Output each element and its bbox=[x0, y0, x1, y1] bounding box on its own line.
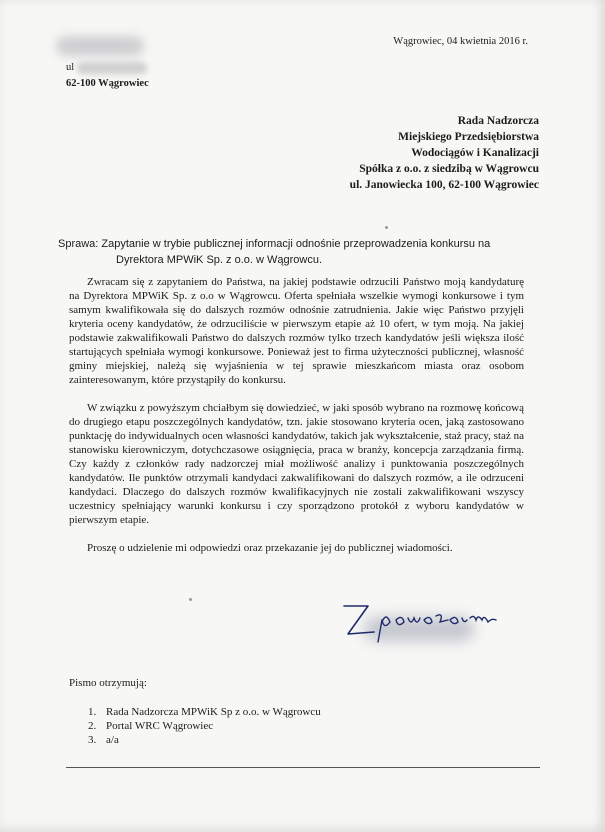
subject bbox=[58, 236, 528, 268]
sender-street: ul bbox=[66, 60, 149, 76]
redacted-street bbox=[77, 62, 147, 74]
body-paragraph: Proszę o udzielenie mi odpowiedzi oraz przekazanie jej do publicznej wiadomości. bbox=[87, 542, 453, 554]
sender-address bbox=[66, 60, 149, 92]
cc-item: 1. Rada Nadzorcza MPWiK Sp z o.o. w Wągrowcu bbox=[88, 706, 321, 718]
redacted-sender-name bbox=[56, 36, 144, 56]
cc-label: Pismo otrzymują: bbox=[69, 677, 147, 689]
cc-item: 3. a/a bbox=[88, 734, 119, 746]
subject-line-2: Dyrektora MPWiK Sp. z o.o. w Wągrowcu. bbox=[116, 254, 322, 266]
cc-item: 2. Portal WRC Wągrowiec bbox=[88, 720, 214, 732]
cc-list bbox=[88, 705, 321, 747]
scan-speck bbox=[189, 598, 192, 601]
recipient-address bbox=[209, 113, 539, 193]
handwritten-signature bbox=[338, 598, 508, 644]
body-paragraph: Zwracam się z zapytaniem do Państwa, na jakiej podstawie odrzucili Państwo moją kandydaturę na Dyrektora MPWiK Sp. z o.o w Wągrowcu. Oferta spełniała wszelkie wymogi konkursowe i tym samym kwalifikowała się do dalszych rozmów odnośnie zatrudnienia. Jakie więc Państwo przyjęli kryteria oceny kandydatów, że odrzuciliście w pierwszym etapie aż 10 ofert, w tym moją. Na jakiej podstawie zakwalifikowali Państwo do dalszych rozmów tylko trzech kandydatów jeśli większa ilość startujących spełniała wymogi konkursowe. Ponieważ jest to firma użyteczności publicznej, własność gminy miejskiej, należą się wyjaśnienia w tej sprawie mieszkańcom miasta oraz osobom zainteresowanym, które przystąpiły do konkursu. bbox=[69, 276, 524, 386]
recipient-line: Wodociągów i Kanalizacji bbox=[411, 147, 539, 159]
body-paragraph: W związku z powyższym chciałbym się dowiedzieć, w jaki sposób wybrano na rozmowę końcową do drugiego etapu poszczególnych kandydatów, tzn. jakie stosowano kryteria ocen, jaką zastosowano punktację do indywidualnych ocen własności kandydatów, takich jak wykształcenie, staż pracy, staż na stanowisku kierowniczym, dotychczasowe osiągnięcia, praca w branży, koncepcja zarządzania firmą. Czy każdy z członków rady nadzorczej miał możliwość analizy i punktowania poszczególnych kandydatów. Ile punktów otrzymali kandydaci zakwalifikowani do dalszych rozmów, a ile odrzuceni kandydaci. Dlaczego do dalszych rozmów kwalifikacyjnych nie zostali zakwalifikowani wszyscy uczestnicy spełniający warunki konkursu i czy sporządzono protokół z wyboru kandydatów w pierwszym etapie. bbox=[69, 402, 524, 526]
footer-rule bbox=[66, 767, 540, 768]
recipient-line: Rada Nadzorcza bbox=[457, 115, 539, 127]
subject-line-1: Sprawa: Zapytanie w trybie publicznej informacji odnośnie przeprowadzenia konkursu na bbox=[58, 238, 491, 250]
letter-body bbox=[69, 275, 524, 569]
scan-speck bbox=[385, 226, 388, 229]
recipient-line: Spółka z o.o. z siedzibą w Wągrowcu bbox=[359, 163, 539, 175]
recipient-line: ul. Janowiecka 100, 62-100 Wągrowiec bbox=[349, 179, 539, 191]
sender-city: 62-100 Wągrowiec bbox=[66, 78, 149, 89]
letter-date: Wągrowiec, 04 kwietnia 2016 r. bbox=[393, 36, 528, 47]
recipient-line: Miejskiego Przedsiębiorstwa bbox=[398, 131, 539, 143]
